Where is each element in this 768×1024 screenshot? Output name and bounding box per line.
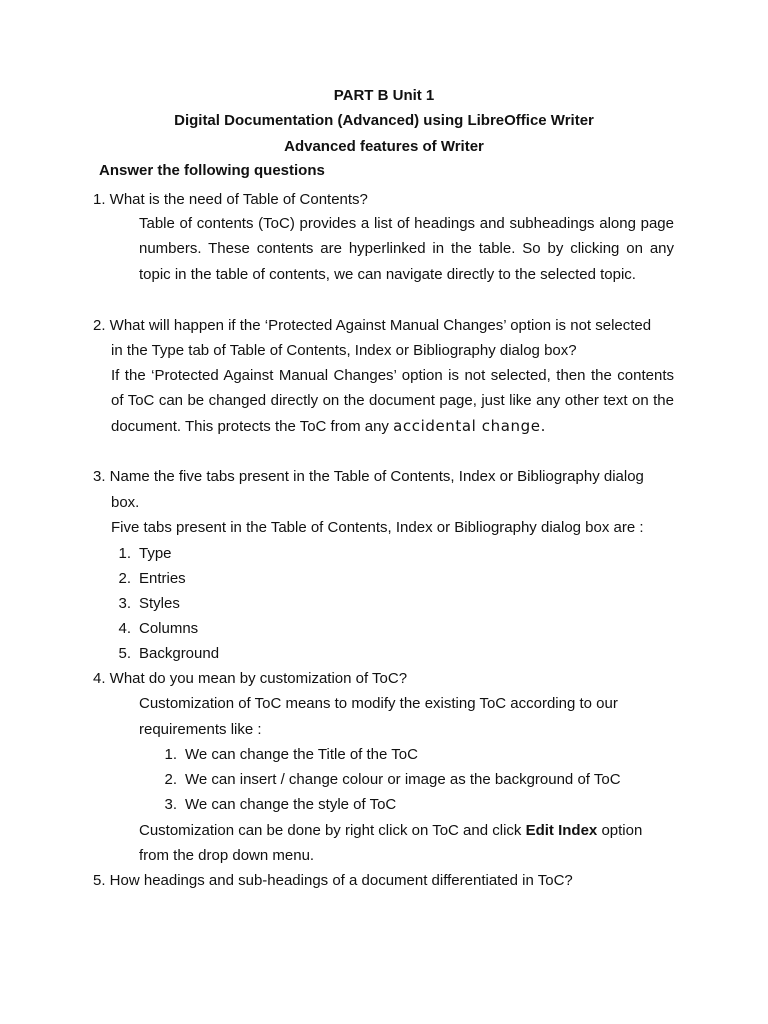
answer-4-line-1: Customization of ToC means to modify the existing ToC according to our <box>139 695 618 712</box>
topic-heading: Advanced features of Writer <box>284 138 484 155</box>
list-item: 4. Columns <box>118 620 199 637</box>
answer-2-tail: accidental change. <box>393 416 546 435</box>
answer-4-line-2: requirements like : <box>139 721 262 738</box>
answer-3-intro: Five tabs present in the Table of Contents, Index or Bibliography dialog box are : <box>111 519 644 536</box>
list-item: 2. Entries <box>118 570 186 587</box>
list-item: 5. Background <box>118 645 220 662</box>
question-3-line-2: box. <box>111 494 140 511</box>
instruction-heading: Answer the following questions <box>99 162 325 179</box>
list-item: 1. Type <box>118 545 172 562</box>
question-3-line-1: 3. Name the five tabs present in the Table of Contents, Index or Bibliography dialog <box>93 468 644 485</box>
answer-1: Table of contents (ToC) provides a list of headings and subheadings along page numbers. These contents are hyperlinked in the table. So by clicking on any topic in the table of contents, we can navigate directly to the selected topic. <box>139 215 674 283</box>
question-2-line-2: in the Type tab of Table of Contents, Index or Bibliography dialog box? <box>111 342 577 359</box>
question-2-line-1: 2. What will happen if the ‘Protected Against Manual Changes’ option is not selected <box>93 317 652 334</box>
answer-4-closing-line-2: from the drop down menu. <box>139 847 315 864</box>
part-heading: PART B Unit 1 <box>333 87 435 104</box>
answer-4-closing: Customization can be done by right click on ToC and click Edit Index option <box>139 822 643 839</box>
list-item: 3. We can change the style of ToC <box>164 796 397 813</box>
list-item: 1. We can change the Title of the ToC <box>164 746 418 763</box>
answer-2-text: If the ‘Protected Against Manual Changes’ option is not selected, then the contents of ToC can be changed directly on the document page, just like any other text on the document. This protects the ToC from any <box>111 367 674 435</box>
answer-2 <box>111 363 674 439</box>
question-4: 4. What do you mean by customization of ToC? <box>93 670 408 687</box>
subject-heading: Digital Documentation (Advanced) using LibreOffice Writer <box>174 112 594 129</box>
question-1: 1. What is the need of Table of Contents? <box>93 191 368 208</box>
question-5: 5. How headings and sub-headings of a document differentiated in ToC? <box>93 872 573 889</box>
edit-index-term: Edit Index <box>525 822 598 839</box>
list-item: 2. We can insert / change colour or image as the background of ToC <box>164 771 621 788</box>
list-item: 3. Styles <box>118 595 180 612</box>
